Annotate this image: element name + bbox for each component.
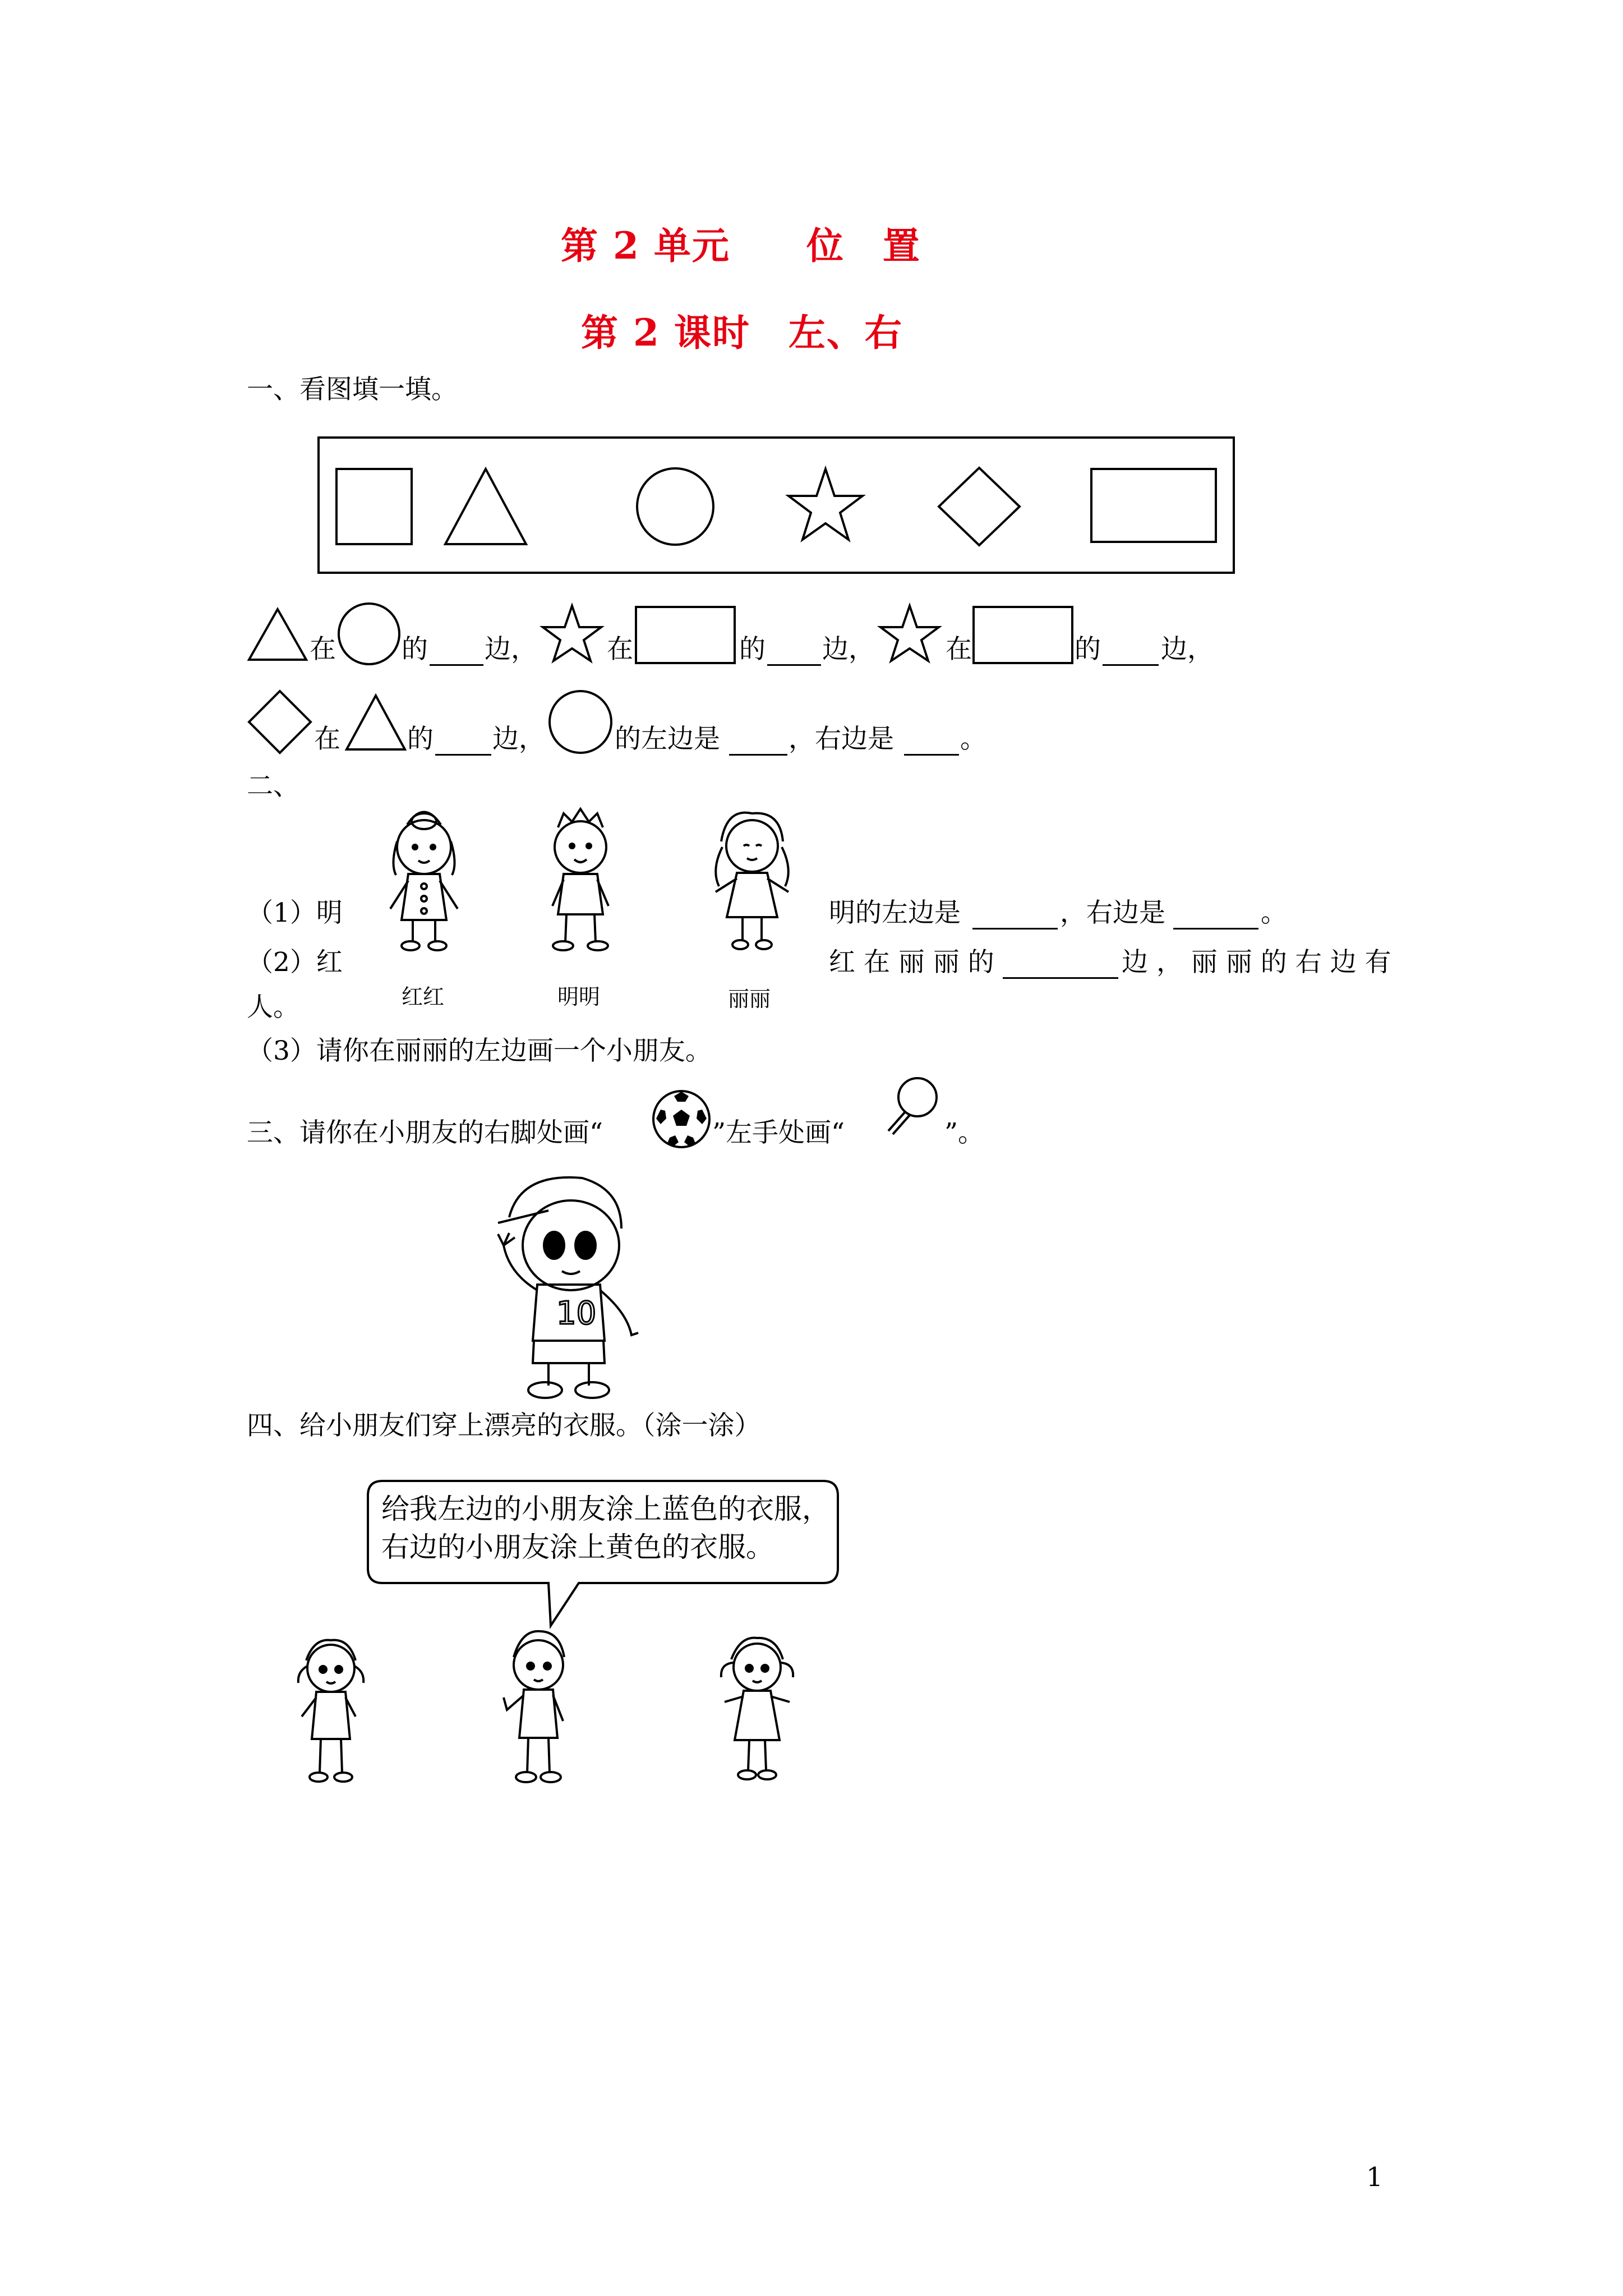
- q2-wrap: 人。: [247, 992, 299, 1023]
- bubble-line-2: 右边的小朋友涂上黄色的衣服。: [381, 1531, 774, 1563]
- row1-blank-2[interactable]: [767, 639, 821, 666]
- q2-suffix: 红 在 丽 丽 的: [829, 947, 994, 978]
- row2-de: 的: [407, 724, 434, 754]
- page-number: 1: [1366, 2162, 1383, 2193]
- star-icon: [789, 469, 863, 540]
- q1-blank-right[interactable]: [1173, 903, 1258, 930]
- row1-de-2: 的: [739, 634, 766, 665]
- row2-end: 。: [960, 724, 986, 754]
- triangle-icon: [445, 469, 526, 544]
- middle-boy-illustration: [494, 1626, 583, 1788]
- section3-text-b: ”左手处画“: [712, 1117, 845, 1148]
- bubble-line-1: 给我左边的小朋友涂上蓝色的衣服，: [381, 1493, 830, 1525]
- q1-end: 。: [1261, 898, 1287, 928]
- section3-text-a: 三、请你在小朋友的右脚处画“: [247, 1117, 603, 1148]
- q1-suffix: 明的左边是: [829, 898, 961, 928]
- square-icon: [336, 469, 412, 544]
- name-lili: 丽丽: [728, 987, 771, 1011]
- row1-bian-2: 边，: [822, 634, 875, 665]
- section4-heading: 四、给小朋友们穿上漂亮的衣服。（涂一涂）: [247, 1410, 761, 1441]
- row1-bian-1: 边，: [485, 634, 537, 665]
- row1-blank-3[interactable]: [1103, 639, 1159, 666]
- row1-de-3: 的: [1075, 634, 1101, 665]
- row2-diamond-icon: [247, 689, 313, 755]
- girl-honghong-illustration: [374, 802, 474, 954]
- name-honghong: 红红: [402, 984, 445, 1009]
- row2-blank-2[interactable]: [729, 729, 787, 756]
- q1-prefix: （1）明: [247, 898, 343, 928]
- row1-blank-1[interactable]: [430, 639, 483, 666]
- row1-circle-icon: [336, 601, 402, 666]
- row1-triangle-icon: [247, 606, 308, 662]
- boy-with-cap-illustration: [487, 1167, 644, 1402]
- row1-star-icon-2: [879, 604, 940, 662]
- row2-right-is: ，右边是: [789, 724, 894, 754]
- section1-heading: 一、看图填一填。: [247, 374, 458, 405]
- section3-text-c: ”。: [944, 1117, 985, 1148]
- left-girl-illustration: [286, 1632, 376, 1789]
- shapes-row: [317, 436, 1235, 574]
- q3-text: （3）请你在丽丽的左边画一个小朋友。: [247, 1036, 712, 1066]
- row1-rectangle-icon-1: [635, 606, 736, 664]
- q1-mid: ，右边是: [1060, 898, 1165, 928]
- row1-zai-2: 在: [607, 634, 633, 665]
- q1-blank-left[interactable]: [972, 903, 1058, 930]
- row2-circle-icon: [547, 689, 614, 755]
- row2-left-is: 的左边是: [615, 724, 720, 754]
- row2-bian: 边，: [492, 724, 545, 754]
- section2-heading: 二、: [247, 771, 299, 802]
- row1-star-icon-1: [542, 604, 602, 662]
- q2-prefix: （2）红: [247, 947, 343, 978]
- name-mingming: 明明: [557, 984, 601, 1009]
- row1-zai-3: 在: [946, 634, 972, 665]
- row1-bian-3: 边，: [1161, 634, 1214, 665]
- row2-blank-3[interactable]: [904, 729, 959, 756]
- boy-mingming-illustration: [533, 802, 628, 954]
- row1-de-1: 的: [402, 634, 428, 665]
- ping-pong-paddle-icon: [880, 1075, 942, 1137]
- svg-text:10: 10: [556, 1295, 597, 1332]
- diamond-icon: [939, 468, 1020, 545]
- q2-mid: 边 ， 丽 丽 的 右 边 有: [1122, 947, 1391, 978]
- right-girl-illustration: [707, 1630, 808, 1787]
- row2-zai: 在: [314, 724, 340, 754]
- girl-lili-illustration: [699, 802, 805, 954]
- rectangle-icon: [1091, 469, 1216, 542]
- unit-title: 第 2 单元 位 置: [561, 224, 921, 268]
- q2-blank[interactable]: [1003, 953, 1118, 979]
- lesson-title: 第 2 课时 左、右: [581, 311, 903, 355]
- soccer-ball-icon: [651, 1088, 712, 1150]
- circle-icon: [637, 468, 713, 545]
- row2-blank-1[interactable]: [435, 729, 491, 756]
- row2-triangle-icon: [344, 693, 407, 752]
- row1-zai-1: 在: [310, 634, 336, 665]
- row1-rectangle-icon-2: [972, 606, 1073, 664]
